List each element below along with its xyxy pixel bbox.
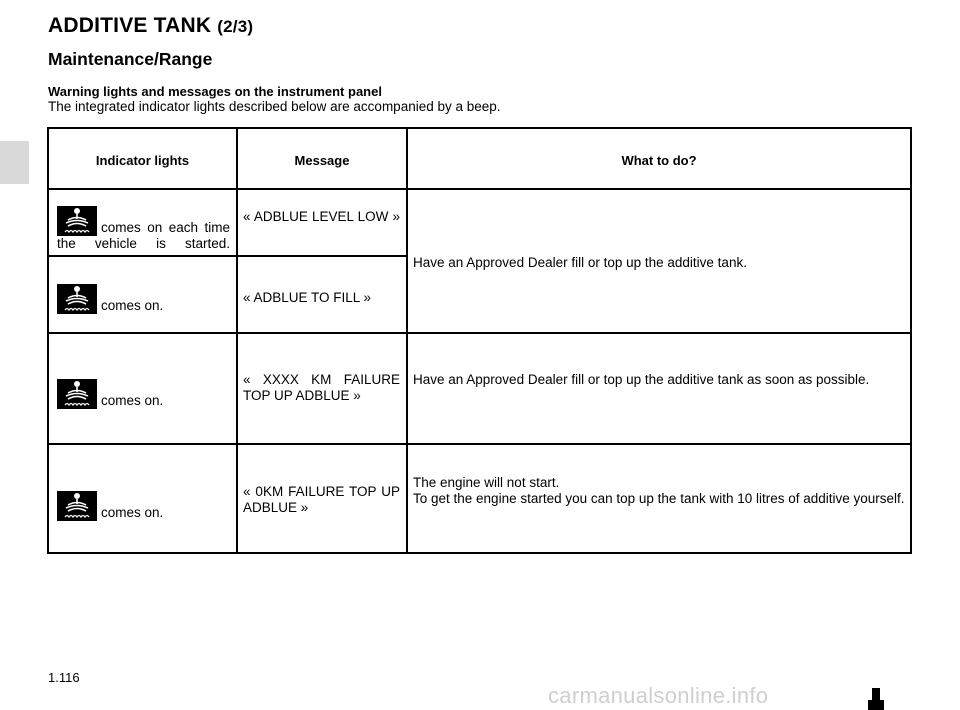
header-indicator-lights: Indicator lights [95,153,190,168]
action-text [413,475,907,507]
section-subtitle: Maintenance/Range [48,49,213,69]
indicator-text: comes on each time the vehicle is started. [57,220,230,251]
indicator-text: comes on. [101,393,164,408]
warning-heading: Warning lights and messages on the instrument panel [48,84,382,99]
adblue-warning-icon [57,284,97,314]
message-text: « 0KM FAILURE TOP UP ADBLUE » [243,484,400,515]
indicator-text: comes on. [101,505,164,520]
table-divider [49,188,910,190]
table-divider [406,129,408,552]
action-line: To get the engine started you can top up the tank with 10 litres of additive yourself. [413,491,905,506]
side-tab [0,141,29,184]
table-row [57,206,230,252]
table-row [57,491,232,521]
table-divider [236,129,238,552]
action-line: The engine will not start. [413,475,560,490]
table-row [57,284,232,314]
table-row [57,379,232,409]
action-text: Have an Approved Dealer fill or top up the additive tank. [413,255,747,270]
corner-mark [868,700,884,710]
adblue-warning-icon [57,206,97,236]
watermark: carmanualsonline.info [548,683,769,708]
indicator-text: comes on. [101,298,164,313]
table-divider [49,443,910,445]
message-text: « ADBLUE LEVEL LOW » [243,209,400,224]
table-divider [49,255,407,257]
message-text: « XXXX KM FAILURE TOP UP ADBLUE » [243,372,400,403]
action-text: Have an Approved Dealer fill or top up the additive tank as soon as possible. [413,372,870,387]
page-number: 1.116 [48,670,80,685]
header-message: Message [294,153,350,168]
warning-text: The integrated indicator lights described below are accompanied by a beep. [48,99,501,114]
message-text: « ADBLUE TO FILL » [243,290,372,305]
table-divider [49,332,910,334]
indicator-table [47,127,912,554]
title-page-indicator: (2/3) [217,17,254,36]
adblue-warning-icon [57,491,97,521]
adblue-warning-icon [57,379,97,409]
page-title: ADDITIVE TANK (2/3) [48,14,254,37]
header-what-to-do: What to do? [621,153,697,168]
